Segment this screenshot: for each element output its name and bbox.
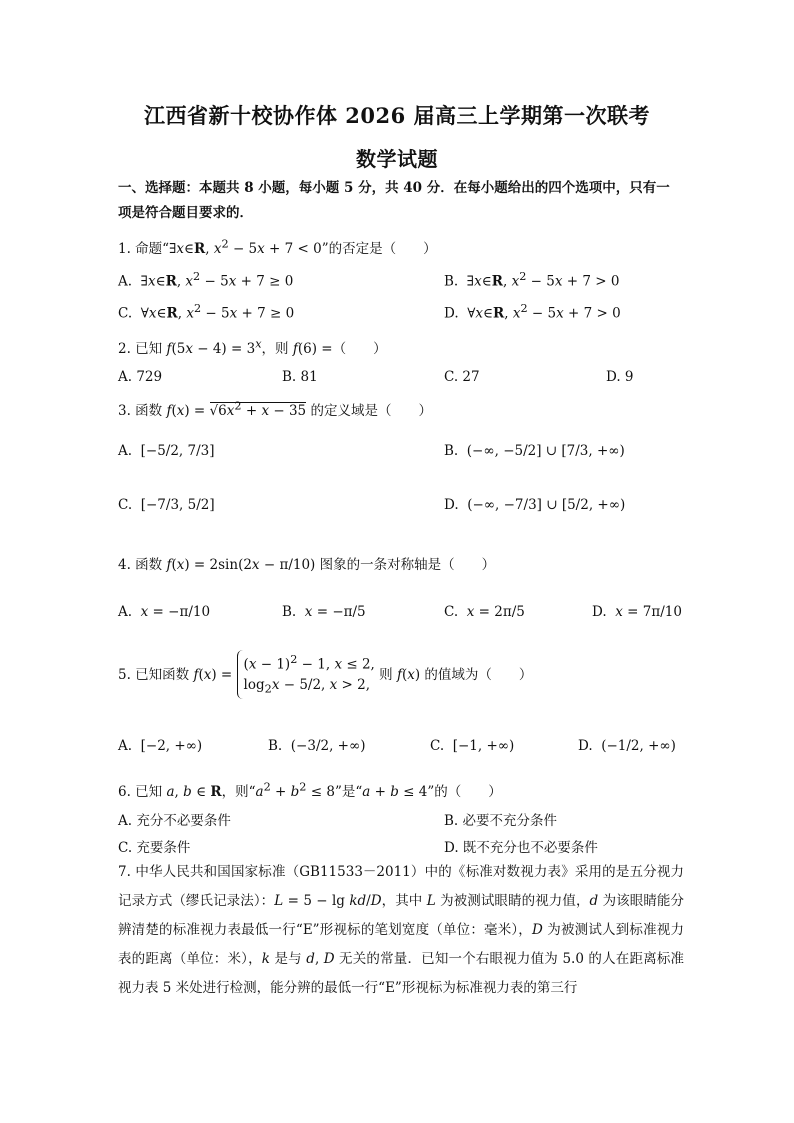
q3-option-b[interactable]: B. (−∞, −5/2] ∪ [7/3, +∞): [444, 443, 625, 459]
q5-option-a[interactable]: A. [−2, +∞): [118, 738, 203, 754]
question-6-stem: 6. 已知 a, b ∈ R，则“$a^2 + b^2 \le 8$”是“a + b ≤ 4”的（ ）: [118, 780, 502, 800]
question-7-stem: 7. 中华人民共和国国家标准（GB11533－2011）中的《标准对数视力表》采用的是五分视力记录方式（缪氏记录法）：L = 5 − lg kd/D，其中 L 为被测试眼睛的视力值，d 为该眼睛能分辨清楚的标准视力表最低一行“E”形视标的笔划宽度（单位：毫米），D 为被测试人到标准视力表的距离（单位：米），k 是与 d, D 无关的常量．已知一个右眼视力值为 5.0 的人在距离标准视力表 5 米处进行检测，能分辨的最低一行“E”形视标为标准视力表的第三行: [118, 864, 685, 996]
q1-option-d[interactable]: D. ∀x∈R, $x^2 - 5x + 7 > 0$: [444, 302, 621, 322]
question-5-stem: 5. 已知函数 $f(x) = (x - 1)^2 - 1$, x ≤ 2, $\log_2x - 5/2$, x > 2, 则 f(x) 的值域为（ ）: [118, 650, 532, 699]
exam-subtitle: 数学试题: [356, 147, 438, 171]
q5-option-b[interactable]: B. (−3/2, +∞): [268, 738, 366, 754]
question-1-stem: 1. 命题“∃x∈R, $x^2 - 5x + 7 < 0$”的否定是（ ）: [118, 237, 437, 257]
q1-option-a[interactable]: A. ∃x∈R, $x^2 - 5x + 7 \ge 0$: [118, 270, 294, 290]
question-4-stem: 4. 函数 f(x) = 2sin(2x − π/10) 图象的一条对称轴是（ ）: [118, 557, 496, 573]
question-2-stem: 2. 已知 $f(5x - 4) = 3^x$，则 f(6) =（ ）: [118, 337, 387, 357]
q5-option-c[interactable]: C. [−1, +∞): [430, 738, 515, 754]
q3-option-d[interactable]: D. (−∞, −7/3] ∪ [5/2, +∞): [444, 497, 626, 513]
q6-option-a[interactable]: A. 充分不必要条件: [118, 813, 231, 829]
q1-option-c[interactable]: C. ∀x∈R, $x^2 - 5x + 7 \ge 0$: [118, 302, 295, 322]
q6-option-b[interactable]: B. 必要不充分条件: [444, 813, 558, 829]
section-heading: 一、选择题：本题共 8 小题，每小题 5 分，共 40 分．在每小题给出的四个选项中，只有一项是符合题目要求的．: [118, 180, 670, 221]
question-3-stem: 3. 函数 $f(x) = √6x^2 + x - 35$ 的定义域是（ ）: [118, 399, 432, 419]
exam-title: 江西省新十校协作体 2026 届高三上学期第一次联考: [143, 103, 651, 128]
q3-option-c[interactable]: C. [−7/3, 5/2]: [118, 497, 215, 513]
q4-option-a[interactable]: A. x = −π/10: [118, 604, 211, 620]
q3-option-a[interactable]: A. [−5/2, 7/3]: [118, 443, 215, 459]
q6-option-c[interactable]: C. 充要条件: [118, 840, 191, 856]
q1-option-b[interactable]: B. ∃x∈R, $x^2 - 5x + 7 > 0$: [444, 270, 620, 290]
q4-option-d[interactable]: D. x = 7π/10: [592, 604, 682, 620]
q2-option-b[interactable]: B. 81: [282, 369, 318, 385]
q2-option-c[interactable]: C. 27: [444, 369, 480, 385]
q5-option-d[interactable]: D. (−1/2, +∞): [578, 738, 676, 754]
q2-option-d[interactable]: D. 9: [606, 369, 634, 385]
q4-option-c[interactable]: C. x = 2π/5: [444, 604, 525, 620]
q6-option-d[interactable]: D. 既不充分也不必要条件: [444, 840, 598, 856]
q4-option-b[interactable]: B. x = −π/5: [282, 604, 366, 620]
q2-option-a[interactable]: A. 729: [118, 369, 163, 385]
